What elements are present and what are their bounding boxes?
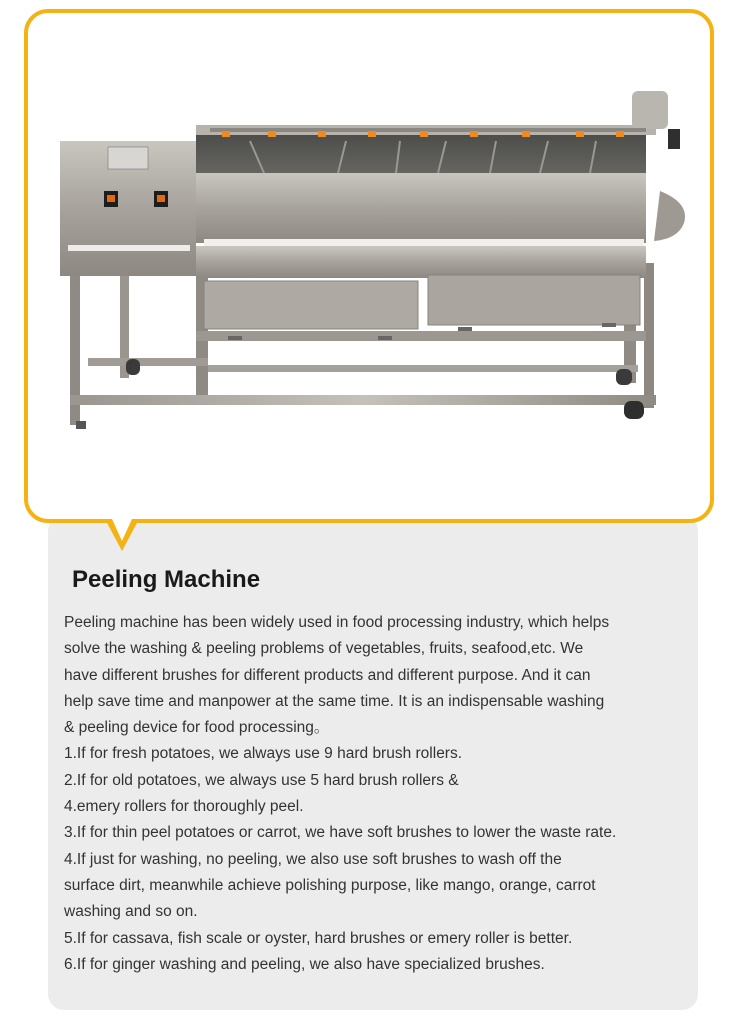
feature-line: 1.If for fresh potatoes, we always use 9 hard brush rollers. bbox=[64, 745, 463, 763]
peeling-machine-image bbox=[28, 13, 710, 519]
feature-line: 4.emery rollers for thoroughly peel. bbox=[64, 798, 304, 816]
product-description bbox=[64, 610, 704, 978]
feature-line: washing and so on. bbox=[64, 903, 198, 921]
feature-line: surface dirt, meanwhile achieve polishing purpose, like mango, orange, carrot bbox=[64, 876, 596, 894]
product-title: Peeling Machine bbox=[72, 566, 261, 593]
description-line: & peeling device for food processing。 bbox=[64, 719, 330, 737]
feature-line: 4.If just for washing, no peeling, we also use soft brushes to wash off the bbox=[64, 850, 562, 868]
control-panel bbox=[60, 141, 196, 276]
description-line: Peeling machine has been widely used in food processing industry, which helps bbox=[64, 614, 610, 631]
callout-pointer-inner bbox=[112, 519, 132, 541]
feature-line: 5.If for cassava, fish scale or oyster, hard brushes or emery roller is better. bbox=[64, 929, 573, 947]
description-line: have different brushes for different products and different purpose. And it can bbox=[64, 666, 591, 684]
product-image-frame bbox=[24, 9, 714, 523]
feature-line: 6.If for ginger washing and peeling, we also have specialized brushes. bbox=[64, 955, 545, 973]
description-line: help save time and manpower at the same time. It is an indispensable washing bbox=[64, 692, 605, 710]
spray-nozzles bbox=[210, 128, 646, 137]
feature-line: 2.If for old potatoes, we always use 5 hard brush rollers & bbox=[64, 771, 459, 789]
description-line: solve the washing & peeling problems of vegetables, fruits, seafood,etc. We bbox=[64, 640, 584, 658]
feature-line: 3.If for thin peel potatoes or carrot, we have soft brushes to lower the waste rate. bbox=[64, 824, 617, 842]
